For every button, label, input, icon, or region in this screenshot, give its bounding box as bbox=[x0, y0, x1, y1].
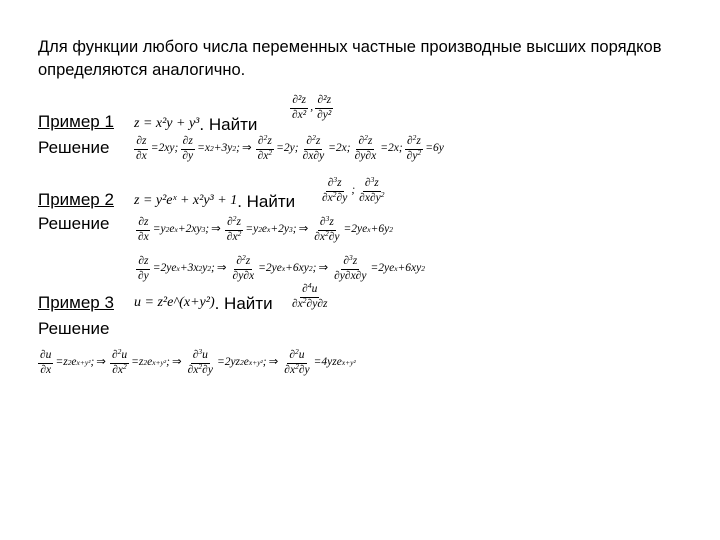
example-3-solution-label: Решение bbox=[38, 319, 110, 338]
example-1-solution-label: Решение bbox=[38, 138, 110, 157]
example-1-func-expr: z = x²y + y³ bbox=[134, 116, 200, 131]
example-3-func-expr: u = z²e^(x+y²) bbox=[134, 295, 215, 310]
example-2-function bbox=[134, 186, 295, 216]
example-2-solution-line-2: $\frac{\partial z}{\partial y}$ =2ye x +3x 2 y 2 ; ⇒ $\frac{\partial^2z}{\partial y\partial x}$ =2ye x +6xy 2 ; ⇒ $\frac{\partial^3z}{\partial y\partial x\partial y}$ =2ye x +6xy 2 bbox=[138, 252, 425, 282]
example-1-solution: $\frac{\partial z}{\partial x}$ =2xy; $\frac{\partial z}{\partial y}$ =x 2 +3y 2 ; ⇒ $\frac{\partial^2z}{\partial x^2}$ =2y; $\frac{\partial^2z}{\partial x\partial y}$ =2x; $\frac{\partial^2z}{\partial y\partial x}$ =2x; $\frac{\partial^2z}{\partial y^2}$ =6y bbox=[136, 132, 444, 162]
example-3-solution: $\frac{\partial u}{\partial x}$ =z 2 e x+y² ; ⇒ $\frac{\partial^2u}{\partial x^2}$ =z 2 e x+y² ; ⇒ $\frac{\partial^3u}{\partial x^2\partial y}$ =2yz 2 e x+y² ; ⇒ $\frac{\partial^2u}{\partial x^2\partial y}$ =4yze x+y² bbox=[40, 346, 356, 376]
example-2-solution-label: Решение bbox=[38, 214, 110, 233]
example-2-solution-line-1: $\frac{\partial z}{\partial x}$ =y 2 e x +2xy 3 ; ⇒ $\frac{\partial^2z}{\partial x^2}$ =y 2 e x +2y 3 ; ⇒ $\frac{\partial^3z}{\partial x^2\partial y}$ =2ye x +6y 2 bbox=[138, 213, 393, 243]
example-2-find-targets: $\frac{\partial^3z}{\partial x^2\partial y}$ ; $\frac{\partial^3z}{\partial x\partial y^2}$ bbox=[322, 174, 385, 204]
example-3-function bbox=[134, 288, 273, 318]
example-1-label: Пример 1 bbox=[38, 112, 114, 131]
example-2-target-1: $\frac{\partial^3z}{\partial x^2\partial y}$ bbox=[322, 174, 348, 204]
example-2-func-expr: z = y²eˣ + x²y³ + 1 bbox=[134, 193, 238, 208]
example-1-function bbox=[134, 109, 257, 139]
example-3-label: Пример 3 bbox=[38, 293, 114, 312]
example-1-target-1: $\frac{\text{∂²z}}{\text{∂x²}}$ bbox=[292, 94, 307, 121]
example-2-find-text: . Найти bbox=[237, 191, 296, 211]
example-2-label: Пример 2 bbox=[38, 190, 114, 209]
example-1-target-2: $\frac{\text{∂²z}}{\text{∂y²}}$ bbox=[317, 94, 332, 121]
example-1-find-targets: $\frac{\text{∂²z}}{\text{∂x²}}$ , $\frac{\text{∂²z}}{\text{∂y²}}$ bbox=[292, 94, 332, 121]
intro-text: Для функции любого числа переменных частные производные высших порядков определяются аналогично. bbox=[38, 38, 662, 79]
example-1-find-text: . Найти bbox=[199, 114, 258, 134]
example-2-target-2: $\frac{\partial^3z}{\partial x\partial y^2}$ bbox=[359, 174, 385, 204]
example-3-find-text: . Найти bbox=[214, 293, 273, 313]
example-3-find-target: $\frac{\partial^4u}{\partial x^2\partial y\partial z}$ bbox=[292, 280, 328, 310]
